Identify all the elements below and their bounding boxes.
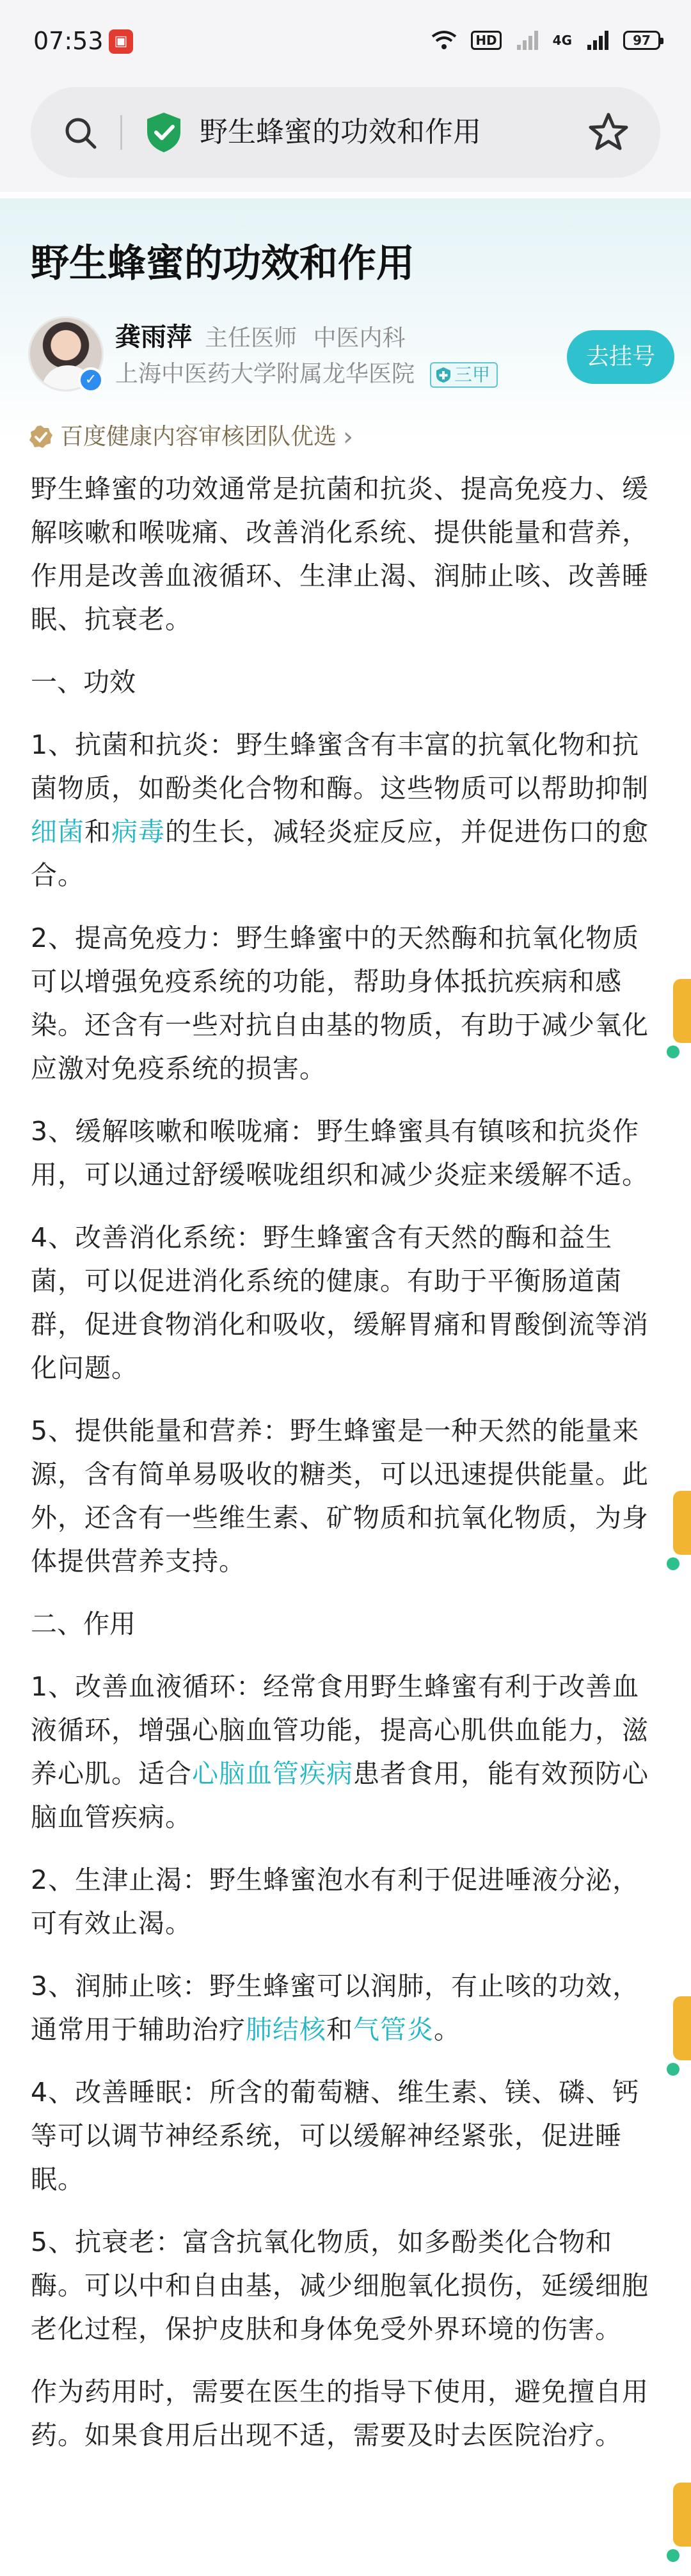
promo-tab[interactable] bbox=[673, 1996, 691, 2060]
section-heading-effects: 二、作用 bbox=[31, 1609, 136, 1639]
bookmark-star-icon[interactable] bbox=[587, 111, 630, 154]
doctor-hospital: 上海中医药大学附属龙华医院 bbox=[115, 361, 415, 387]
article-content bbox=[31, 467, 660, 2476]
side-float-widget[interactable] bbox=[673, 2483, 691, 2559]
promo-tab[interactable] bbox=[673, 979, 691, 1043]
effect-item-4: 4、改善睡眠：所含的葡萄糖、维生素、镁、磷、钙等可以调节神经系统，可以缓解神经紧张，促进睡眠。 bbox=[31, 2077, 640, 2195]
link-bacteria[interactable]: 细菌 bbox=[31, 816, 84, 847]
effect-item-2: 2、生津止渴：野生蜂蜜泡水有利于促进唾液分泌，可有效止渴。 bbox=[31, 1864, 640, 1939]
efficacy-item-2: 2、提高免疫力：野生蜂蜜中的天然酶和抗氧化物质可以增强免疫系统的功能，帮助身体抵抗疾病和感染。还含有一些对抗自由基的物质，有助于减少氧化应激对免疫系统的损害。 bbox=[31, 923, 649, 1084]
status-dot bbox=[667, 2549, 679, 2562]
side-float-widget[interactable] bbox=[673, 1491, 691, 1568]
network-4g-icon: 4G bbox=[552, 33, 572, 48]
page-title: 野生蜂蜜的功效和作用 bbox=[31, 241, 415, 286]
doctor-department: 中医内科 bbox=[313, 325, 406, 351]
status-dot bbox=[667, 2063, 679, 2076]
text-span: 的生长，减轻炎症反应，并促进伤口的愈合。 bbox=[31, 816, 649, 891]
text-span: 3、润肺止咳：野生蜂蜜可以润肺，有止咳的功效，通常用于辅助治疗 bbox=[31, 1971, 640, 2045]
status-bar bbox=[0, 0, 691, 80]
efficacy-item-5: 5、提供能量和营养：野生蜂蜜是一种天然的能量来源，含有简单易吸收的糖类，可以迅速提供能量。此外，还含有一些维生素、矿物质和抗氧化物质，为身体提供营养支持。 bbox=[31, 1415, 649, 1577]
efficacy-item-4: 4、改善消化系统：野生蜂蜜含有天然的酶和益生菌，可以促进消化系统的健康。有助于平衡肠道菌群，促进食物消化和吸收，缓解胃痛和胃酸倒流等消化问题。 bbox=[31, 1222, 649, 1383]
text-span: 1、改善血液循环：经常食用野生蜂蜜有利于改善血液循环，增强心脑血管功能，提高心肌供血能力，滋养心肌。适合 bbox=[31, 1671, 649, 1789]
battery-icon: 97 bbox=[623, 31, 660, 50]
medical-plus-icon bbox=[435, 367, 452, 383]
promo-tab[interactable] bbox=[673, 1491, 691, 1555]
link-tracheitis[interactable]: 气管炎 bbox=[353, 2014, 434, 2045]
signal-icon bbox=[516, 28, 539, 53]
link-cardiovascular[interactable]: 心脑血管疾病 bbox=[192, 1758, 353, 1789]
effect-item-1 bbox=[31, 1665, 660, 1839]
promo-tab[interactable] bbox=[673, 2483, 691, 2547]
doctor-meta bbox=[205, 322, 405, 354]
search-icon[interactable] bbox=[61, 114, 100, 152]
status-dot bbox=[667, 1046, 679, 1058]
signal-icon-2 bbox=[586, 28, 609, 53]
register-button[interactable]: 去挂号 bbox=[567, 330, 674, 384]
wifi-icon bbox=[431, 28, 457, 53]
intro-paragraph: 野生蜂蜜的功效通常是抗菌和抗炎、提高免疫力、缓解咳嗽和喉咙痛、改善消化系统、提供能量和营养，作用是改善血液循环、生津止渴、润肺止咳、改善睡眠、抗衰老。 bbox=[31, 473, 649, 635]
address-text[interactable]: 野生蜂蜜的功效和作用 bbox=[200, 116, 481, 148]
doctor-card[interactable] bbox=[28, 316, 668, 399]
hospital-level-badge bbox=[430, 362, 498, 388]
verified-icon: ✓ bbox=[78, 367, 104, 393]
text-span: 。 bbox=[434, 2014, 461, 2045]
link-virus[interactable]: 病毒 bbox=[111, 816, 165, 847]
efficacy-item-1 bbox=[31, 723, 660, 897]
quality-badge-icon bbox=[28, 424, 54, 450]
secure-shield-icon[interactable] bbox=[145, 111, 183, 154]
address-divider bbox=[120, 115, 122, 150]
link-tuberculosis[interactable]: 肺结核 bbox=[246, 2014, 326, 2045]
hospital-level-label: 三甲 bbox=[454, 364, 491, 385]
text-span: 和 bbox=[84, 816, 111, 847]
text-span: 1、抗菌和抗炎：野生蜂蜜含有丰富的抗氧化物和抗菌物质，如酚类化合物和酶。这些物质可以帮助抑制 bbox=[31, 729, 649, 804]
hd-icon: HD bbox=[471, 31, 501, 50]
address-bar[interactable] bbox=[31, 87, 660, 178]
closing-paragraph: 作为药用时，需要在医生的指导下使用，避免擅自用药。如果食用后出现不适，需要及时去医院治疗。 bbox=[31, 2376, 649, 2451]
browser-chrome bbox=[0, 0, 691, 192]
effect-item-5: 5、抗衰老：富含抗氧化物质，如多酚类化合物和酶。可以中和自由基，减少细胞氧化损伤，延缓细胞老化过程，保护皮肤和身体免受外界环境的伤害。 bbox=[31, 2227, 649, 2344]
doctor-title: 主任医师 bbox=[205, 325, 298, 351]
doctor-name[interactable]: 龚雨萍 bbox=[115, 322, 192, 352]
side-float-widget[interactable] bbox=[673, 1996, 691, 2073]
status-time: 07:53 bbox=[33, 27, 104, 55]
app-notification-icon: ▣ bbox=[109, 29, 133, 54]
text-span: 和 bbox=[326, 2014, 353, 2045]
effect-item-3 bbox=[31, 1964, 660, 2051]
chevron-right-icon[interactable]: › bbox=[343, 422, 354, 452]
section-heading-efficacy: 一、功效 bbox=[31, 667, 136, 697]
status-icons bbox=[431, 26, 660, 55]
side-float-widget[interactable] bbox=[673, 979, 691, 1056]
efficacy-item-3: 3、缓解咳嗽和喉咙痛：野生蜂蜜具有镇咳和抗炎作用，可以通过舒缓喉咙组织和减少炎症来缓解不适。 bbox=[31, 1116, 649, 1190]
review-badge[interactable] bbox=[28, 420, 353, 454]
review-text[interactable]: 百度健康内容审核团队优选 bbox=[60, 424, 337, 450]
text-span: 患者食用，能有效预防心脑血管疾病。 bbox=[31, 1758, 649, 1833]
status-dot bbox=[667, 1557, 679, 1570]
